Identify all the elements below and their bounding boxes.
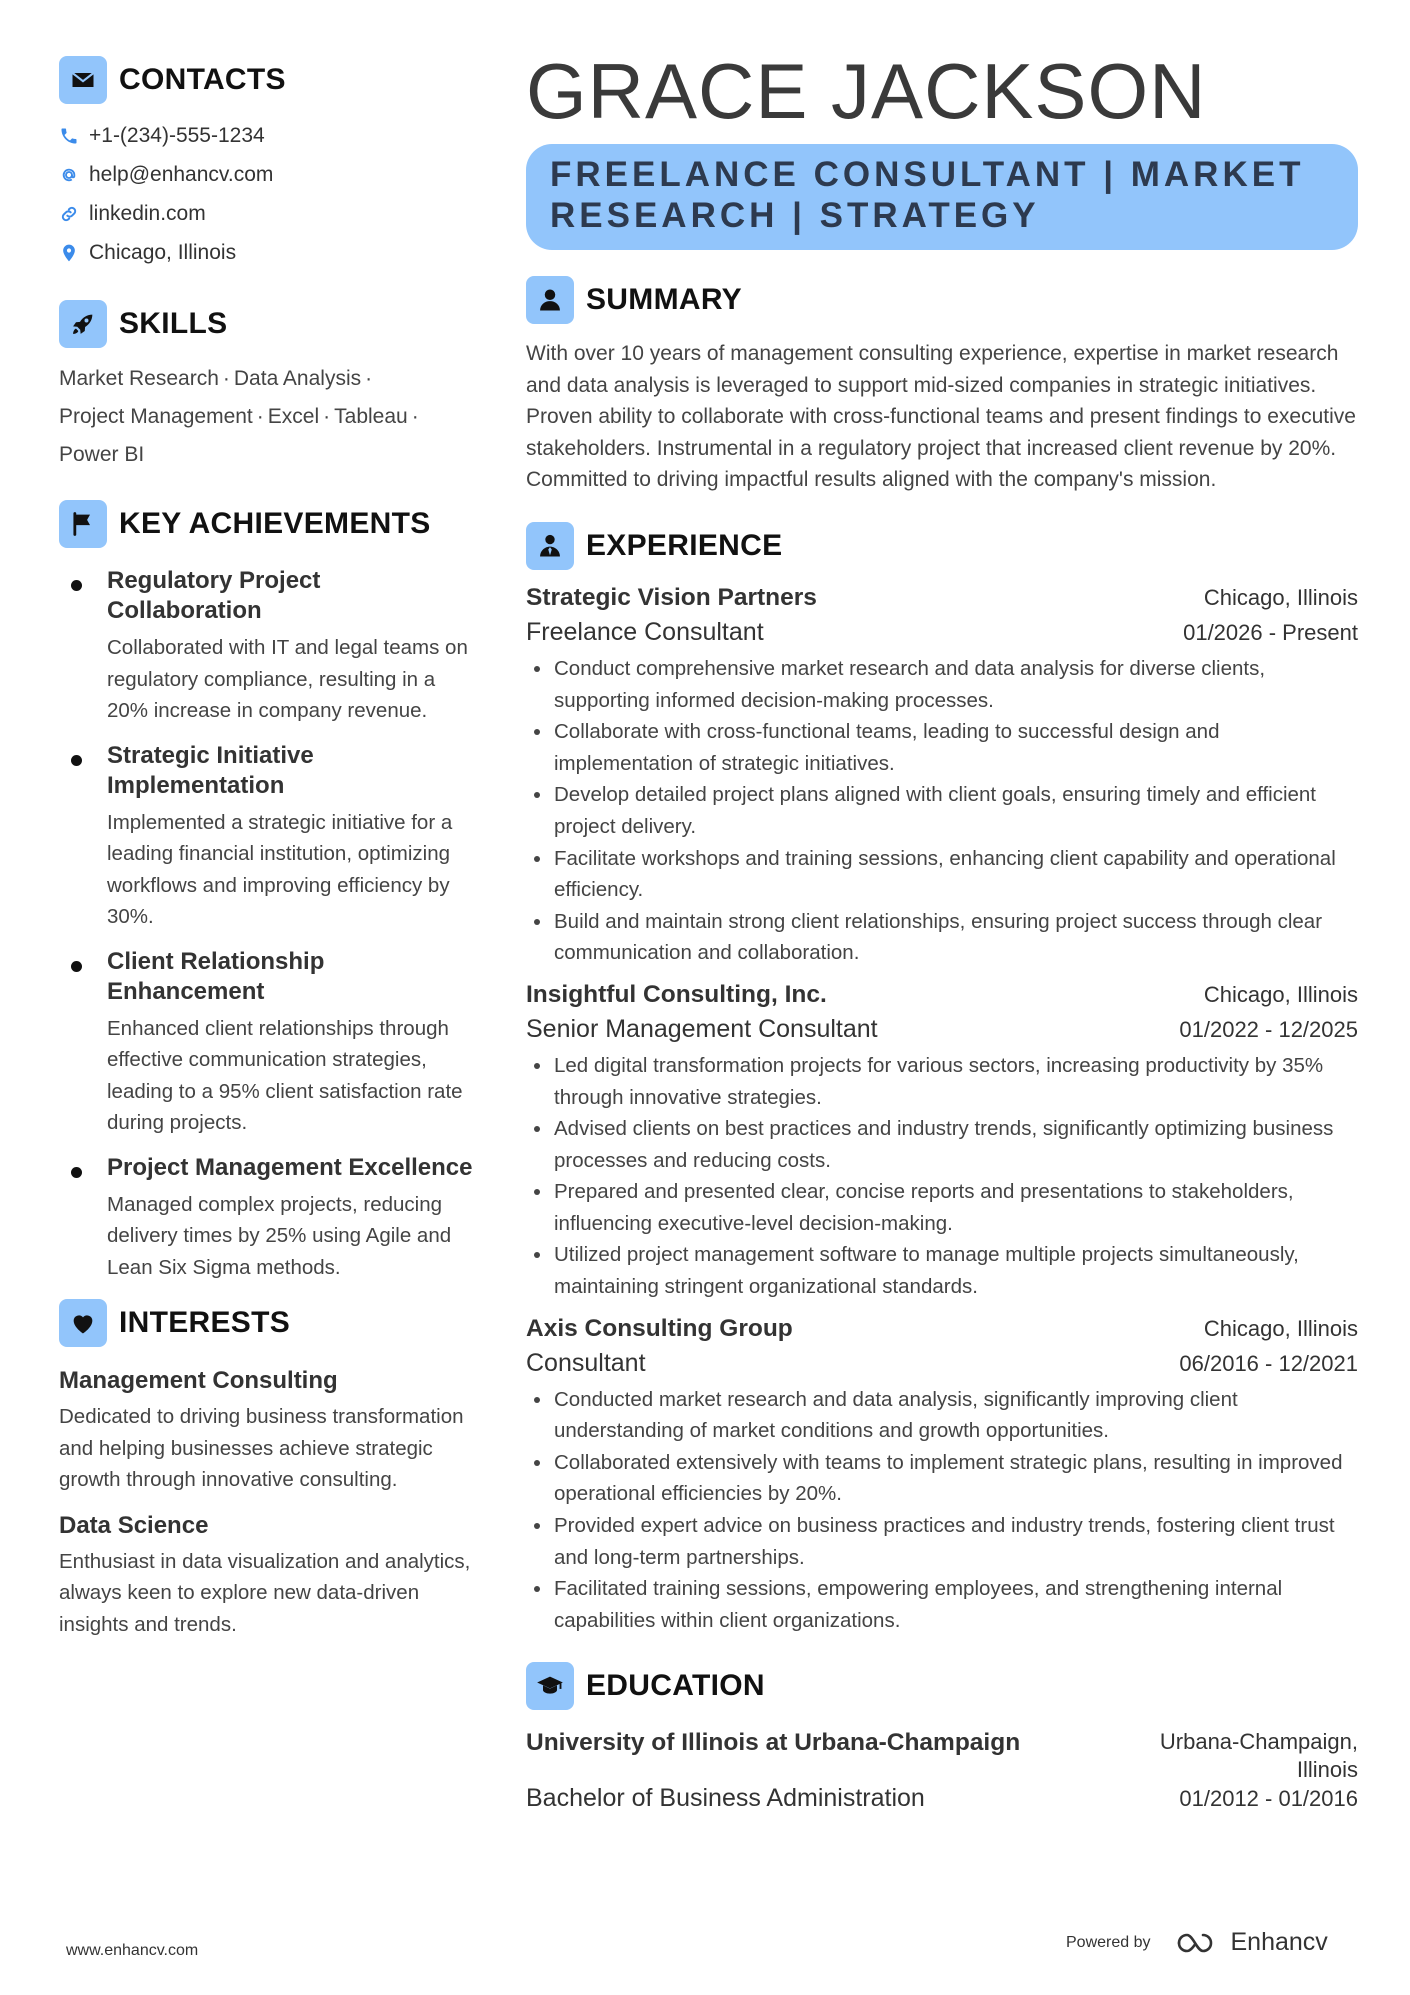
experience-bullet: Facilitate workshops and training sessions, enhancing client capability and operational efficiency. xyxy=(526,843,1358,906)
experience-section xyxy=(526,522,1358,1636)
experience-bullet: Conducted market research and data analysis, significantly improving client understanding of market conditions and growth opportunities. xyxy=(526,1384,1358,1447)
skill-item: Project Management xyxy=(59,405,253,428)
skill-separator: · xyxy=(411,405,419,428)
briefcase-user-icon xyxy=(526,522,574,570)
skill-separator: · xyxy=(222,367,230,390)
achievement-description: Enhanced client relationships through effective communication strategies, leading to a 95% client satisfaction rate during projects. xyxy=(107,1016,463,1134)
experience-title: EXPERIENCE xyxy=(586,528,783,562)
bullet-icon xyxy=(71,961,82,972)
education-degree: Bachelor of Business Administration xyxy=(526,1784,925,1813)
powered-by-text: Powered by xyxy=(1066,1933,1151,1951)
interest-title: Data Science xyxy=(59,1511,209,1539)
experience-bullet: Build and maintain strong client relationships, ensuring project success through clear communication and collaboration. xyxy=(526,906,1358,969)
contact-location xyxy=(59,233,479,272)
skill-item: Market Research xyxy=(59,367,219,390)
experience-bullet: Prepared and presented clear, concise reports and presentations to stakeholders, influencing executive-level decision-making. xyxy=(526,1176,1358,1239)
skill-item: Excel xyxy=(267,405,320,428)
summary-title: SUMMARY xyxy=(586,283,742,316)
summary-text: With over 10 years of management consulting experience, expertise in market research and data analysis is leveraged to support mid-sized companies in strategic initiatives. Proven ability to collaborate with cross-functional teams and present findings to executive stakeholders. Instrumental in a regulatory project that increased client revenue by 20%. Committed to driving impactful results aligned with the company's mission. xyxy=(526,342,1356,492)
experience-bullet: Develop detailed project plans aligned with client goals, ensuring timely and efficient project delivery. xyxy=(526,779,1358,842)
contact-linkedin[interactable] xyxy=(59,194,479,233)
skill-item: Data Analysis xyxy=(233,367,362,390)
experience-header xyxy=(526,522,1358,570)
at-icon xyxy=(59,165,89,185)
rocket-icon xyxy=(59,300,107,348)
interests-header xyxy=(59,1299,479,1347)
interest-description: Enthusiast in data visualization and analytics, always keen to explore new data-driven insights and trends. xyxy=(59,1549,471,1636)
skill-separator: · xyxy=(323,405,331,428)
achievements-list xyxy=(59,566,479,1283)
achievement-item xyxy=(59,741,479,933)
experience-location: Chicago, Illinois xyxy=(1203,981,1358,1007)
education-degree-row xyxy=(526,1784,1358,1813)
achievement-item xyxy=(59,947,479,1139)
skill-separator: · xyxy=(256,405,264,428)
contact-phone-text: +1-(234)-555-1234 xyxy=(89,123,265,147)
experience-role-row xyxy=(526,618,1358,647)
experience-bullet: Provided expert advice on business practices and industry trends, fostering client trust and long-term partnerships. xyxy=(526,1510,1358,1573)
skills-title: SKILLS xyxy=(119,307,228,340)
flag-icon xyxy=(59,500,107,548)
experience-bullets xyxy=(526,653,1358,969)
achievement-item xyxy=(59,1153,479,1284)
experience-bullet: Led digital transformation projects for various sectors, increasing productivity by 35% through innovative strategies. xyxy=(526,1050,1358,1113)
contact-phone[interactable] xyxy=(59,116,479,155)
contact-location-text: Chicago, Illinois xyxy=(89,240,237,264)
experience-role: Senior Management Consultant xyxy=(526,1014,878,1043)
achievement-description: Collaborated with IT and legal teams on regulatory compliance, resulting in a 20% increase in company revenue. xyxy=(107,636,468,722)
achievements-section xyxy=(59,500,479,1283)
achievement-item xyxy=(59,566,479,727)
candidate-name: GRACE JACKSON xyxy=(526,47,1207,135)
graduation-cap-icon xyxy=(526,1662,574,1710)
interest-item xyxy=(59,1508,479,1641)
right-column xyxy=(526,47,1358,1813)
experience-role: Freelance Consultant xyxy=(526,617,764,646)
achievement-title: Strategic Initiative Implementation xyxy=(107,741,314,799)
contact-email[interactable] xyxy=(59,155,479,194)
skills-list xyxy=(59,360,479,474)
experience-bullet: Collaborate with cross-functional teams, leading to successful design and implementation of strategic initiatives. xyxy=(526,716,1358,779)
experience-location: Chicago, Illinois xyxy=(1203,1315,1358,1341)
achievement-title: Client Relationship Enhancement xyxy=(107,947,325,1005)
experience-dates: 01/2022 - 12/2025 xyxy=(1179,1016,1358,1042)
skills-section xyxy=(59,300,479,474)
experience-header-row xyxy=(526,1315,1358,1343)
left-column xyxy=(59,56,479,1652)
location-pin-icon xyxy=(59,243,89,263)
bullet-icon xyxy=(71,1167,82,1178)
interest-item xyxy=(59,1363,479,1496)
experience-location: Chicago, Illinois xyxy=(1203,584,1358,610)
achievements-title: KEY ACHIEVEMENTS xyxy=(119,507,431,540)
summary-header xyxy=(526,276,1358,324)
candidate-tagline: FREELANCE CONSULTANT | MARKET RESEARCH | STRATEGY xyxy=(526,144,1358,250)
interest-description: Dedicated to driving business transformation and helping businesses achieve strategic growth through innovative consulting. xyxy=(59,1405,464,1491)
link-icon xyxy=(59,204,89,224)
experience-bullets xyxy=(526,1384,1358,1637)
education-header-row xyxy=(526,1728,1358,1784)
achievement-description: Implemented a strategic initiative for a leading financial institution, optimizing workflows and improving efficiency by 30%. xyxy=(107,810,453,928)
experience-bullet: Conduct comprehensive market research and data analysis for diverse clients, supporting informed decision-making processes. xyxy=(526,653,1358,716)
experience-company: Strategic Vision Partners xyxy=(526,583,817,611)
achievement-description: Managed complex projects, reducing delivery times by 25% using Agile and Lean Six Sigma methods. xyxy=(107,1192,452,1279)
experience-item xyxy=(526,981,1358,1303)
interest-title: Management Consulting xyxy=(59,1367,338,1394)
achievement-title: Regulatory Project Collaboration xyxy=(107,567,321,624)
experience-bullet: Collaborated extensively with teams to implement strategic plans, resulting in improved operational efficiencies by 20%. xyxy=(526,1447,1358,1510)
bullet-icon xyxy=(71,580,82,591)
education-title: EDUCATION xyxy=(586,1669,765,1703)
interests-section xyxy=(59,1299,479,1640)
contacts-header xyxy=(59,56,479,104)
bullet-icon xyxy=(71,755,82,766)
footer-website[interactable]: www.enhancv.com xyxy=(66,1942,199,1959)
experience-header-row xyxy=(526,584,1358,612)
experience-role-row xyxy=(526,1349,1358,1378)
skills-header xyxy=(59,300,479,348)
education-header xyxy=(526,1662,1358,1710)
enhancv-logo-icon xyxy=(1175,1930,1223,1956)
interests-list xyxy=(59,1363,479,1640)
skill-item: Power BI xyxy=(59,443,145,466)
experience-bullet: Facilitated training sessions, empowering employees, and strengthening internal capabilities within client organizations. xyxy=(526,1573,1358,1636)
contacts-title: CONTACTS xyxy=(119,63,286,96)
experience-company: Axis Consulting Group xyxy=(526,1314,793,1342)
contact-list xyxy=(59,116,479,272)
footer-branding[interactable] xyxy=(1066,1928,1328,1957)
experience-header-row xyxy=(526,981,1358,1009)
experience-item xyxy=(526,584,1358,969)
brand-name: Enhancv xyxy=(1230,1928,1328,1956)
experience-item xyxy=(526,1315,1358,1637)
skill-separator: · xyxy=(365,367,373,390)
achievement-title: Project Management Excellence xyxy=(107,1153,473,1181)
education-dates: 01/2012 - 01/2016 xyxy=(1179,1786,1358,1812)
education-school: University of Illinois at Urbana-Champaign xyxy=(526,1729,1021,1757)
education-section xyxy=(526,1662,1358,1813)
heart-icon xyxy=(59,1299,107,1347)
experience-company: Insightful Consulting, Inc. xyxy=(526,980,827,1008)
experience-dates: 06/2016 - 12/2021 xyxy=(1179,1350,1358,1376)
summary-section xyxy=(526,276,1358,496)
enhancv-logo[interactable] xyxy=(1175,1928,1328,1957)
skill-item: Tableau xyxy=(334,405,408,428)
experience-role-row xyxy=(526,1015,1358,1044)
achievements-header xyxy=(59,500,479,548)
phone-icon xyxy=(59,126,89,146)
education-location: Urbana-Champaign, Illinois xyxy=(1159,1729,1358,1783)
experience-role: Consultant xyxy=(526,1348,646,1377)
experience-dates: 01/2026 - Present xyxy=(1183,619,1358,645)
contact-email-text: help@enhancv.com xyxy=(89,162,274,186)
experience-bullets xyxy=(526,1050,1358,1303)
contacts-section xyxy=(59,56,479,272)
contact-linkedin-text: linkedin.com xyxy=(89,201,206,225)
experience-bullet: Utilized project management software to manage multiple projects simultaneously, maintaining stringent organizational standards. xyxy=(526,1239,1358,1302)
experience-bullet: Advised clients on best practices and industry trends, significantly optimizing business processes and reducing costs. xyxy=(526,1113,1358,1176)
interests-title: INTERESTS xyxy=(119,1306,291,1339)
envelope-icon xyxy=(59,56,107,104)
user-icon xyxy=(526,276,574,324)
